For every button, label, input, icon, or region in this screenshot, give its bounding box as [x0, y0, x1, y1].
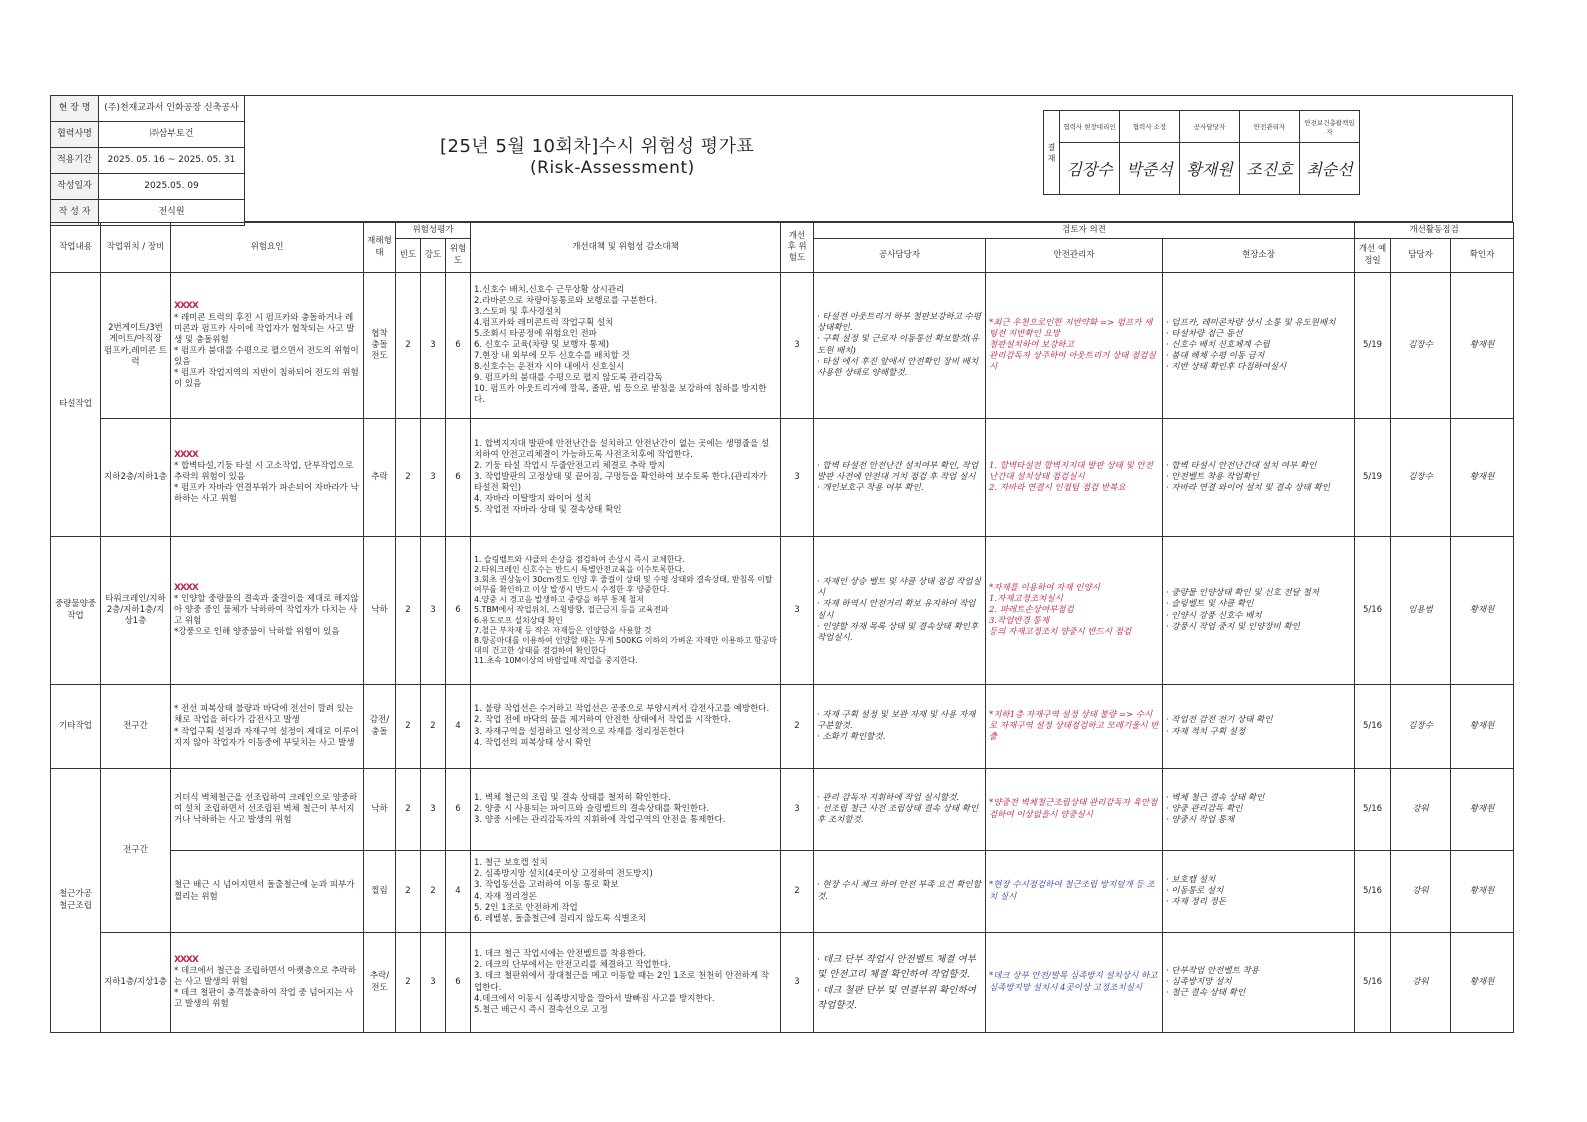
measures-cell: 1. 합벽지지대 발판에 안전난간을 설치하고 안전난간이 없는 곳에는 생명줄을 설치하여 안전고리체결이 가능하도록 사전조치후에 작업한다. 2. 기둥 타설 작업시 두줄안전고리 체결로 추락 방지 3. 작업발판의 고정상태 및 끝어짐, 구멍등을 확인하여 보수토록 한다.(관리자가 타설전 확인) 4. 자바라 이탈방지 와이어 설치 5. 작업전 자바라 상태 및 결속상태 확인 [471, 419, 781, 537]
hazard-text: * 합벽타설,기둥 타설 시 고소작업, 단부작업으로 추락의 위험이 있음 * 펌프카 자바라 연결부위가 파손되어 자바라가 낙하하는 사고 위험 [174, 461, 359, 505]
site-comment-cell: · 작업전 감전 전기 상태 확인 · 자재 적치 구획 설정 [1163, 685, 1355, 769]
col-severity: 강도 [421, 239, 446, 273]
col-reviewer-pm: 공사담당자 [814, 239, 986, 273]
location-cell: 전구간 [101, 769, 171, 933]
severity-cell: 3 [421, 933, 446, 1033]
site-value: (주)천재교과서 인화공장 신축공사 [99, 96, 245, 122]
col-reviewer-site: 현장소장 [1163, 239, 1355, 273]
measures-cell: 1. 철근 보호캡 설치 2. 심족방지망 설치(4곳이상 고정하여 전도방지) 3. 작업동선을 고려하여 이동 통로 확보 4. 자재 정리정돈 5. 2인 1조로 안전하게 작업 6. 레벨봉, 돌출철근에 걸리지 않도록 식별조치 [471, 851, 781, 933]
table-row [51, 933, 1514, 1033]
check-mark: XXXX [174, 954, 198, 965]
hazard-cell [171, 273, 364, 419]
owner-signature: 김장수 [1391, 419, 1451, 537]
work-cell: 기타작업 [51, 685, 101, 769]
owner-signature: 강워 [1391, 933, 1451, 1033]
freq-cell: 2 [396, 851, 421, 933]
disaster-cell: 추락/전도 [364, 933, 396, 1033]
safety-comment-cell: 1. 합벽타설전 합벽지지대 발판 상태 및 안전난간대 설치상태 점검실시 2. 자바라 연결시 인접팀 점검 반복요 [986, 419, 1163, 537]
safety-comment-cell: *지하1층 자재구역 설정 상태 불량 => 수시로 자재구역 설정 상태점검하고 모레기울시 반출 [986, 685, 1163, 769]
measures-cell: 1. 슬링벨트와 샤클의 손상을 점검하여 손상시 즉시 교체한다. 2.타워크레인 신호수는 반드시 특별안전교육을 이수토록한다. 3.회초 권상높이 30cm정도 인양 후 줄걸이 상태 및 수평 상태와 결속상태, 받침목 이탈여부를 확인하고 이상 발생시 반드시 수정한 후 양중한다. 4.양중 시 경고음 발생하고 중량을 하부 통제 철저 5.TBM에서 작업위치, 스윙방향, 접근금지 등을 교육전파 6.유도로프 설치상태 확인 7.철근 부자재 등 작은 자재들은 인양함을 사용할 것 8.항공마대를 이용하여 인양할 때는 무게 500KG 이하의 가벼운 자재만 이용하고 항공마대의 건고한 상태를 점검하여 확인한다 11.초속 10M이상의 바람일때 작업을 중지한다. [471, 537, 781, 685]
page-title: [25년 5월 10회차]수시 위험성 평가표 [440, 136, 755, 157]
approval-signature: 박준석 [1120, 143, 1180, 195]
measures-cell: 1. 데크 철근 작업시에는 안전벨트를 착용한다. 2. 데크의 단부에서는 안전고리를 체결하고 작업한다. 3. 데크 철판위에서 장대철근을 메고 이동할 때는 2인 1조로 천천히 안전하게 작업한다. 4.데크에서 이동시 심족방지망을 깔아서 발빠짐 사고를 방지한다. 5.철근 배근시 즉시 결속선으로 고정 [471, 933, 781, 1033]
contractor-label: 협력사명 [51, 122, 99, 148]
col-freq: 빈도 [396, 239, 421, 273]
col-work: 작업내용 [51, 223, 101, 273]
hazard-cell [171, 933, 364, 1033]
approval-signature: 조진호 [1240, 143, 1300, 195]
owner-signature: 김장수 [1391, 273, 1451, 419]
measures-cell: 1.신호수 배치,신호수 근무상황 상시관리 2.라바콘으로 차량이동통로와 보행로를 구분한다. 3.스토퍼 및 후사경설치 4.펌프카와 레미콘트럭 작업구획 설치 5.조회시 타공정에 위험요인 전파 6. 신호수 교육(차량 및 보행자 통제) 7.현장 내 외부에 모두 신호수를 배치할 것 8.신호수는 운전자 시야 내에서 신호실시 9. 펌프카의 붐대를 수평으로 펼지 않도록 관리감독 10. 펌프카 아웃트리거에 깔목, 졸판, 빔 등으로 받침을 보강하여 침하를 방지한다. [471, 273, 781, 419]
after-risk-cell: 2 [781, 685, 814, 769]
approval-signature: 최순선 [1300, 143, 1360, 195]
col-location: 작업위치 / 장비 [101, 223, 171, 273]
col-review: 검토자 의견 [814, 223, 1355, 239]
after-risk-cell: 3 [781, 769, 814, 851]
measures-cell: 1. 불량 작업선은 수거하고 작업선은 공중으로 부양시켜서 감전사고를 예방한다. 2. 작업 전에 바닥의 물을 제거하여 안전한 상태에서 작업을 시작한다. 3. 자재구역을 설정하고 일상적으로 자재를 정리정돈한다 4. 작업선의 피복상태 상시 확인 [471, 685, 781, 769]
col-disaster: 재해형태 [364, 223, 396, 273]
work-cell: 철근가공 철근조립 [51, 769, 101, 1033]
hazard-cell [171, 537, 364, 685]
pm-comment-cell: · 자재 구획 설정 및 보관 자재 및 사용 자재 구분할것. · 소화기 확인할것. [814, 685, 986, 769]
safety-comment-cell: *양중전 벽체철근조립상태 관리감독자 육안점검하여 이상없을시 양중실시 [986, 769, 1163, 851]
work-cell: 타설작업 [51, 273, 101, 537]
site-comment-cell: · 단부작업 안전벨트 착용 · 심족방지망 설치 · 철근 결속 상태 확인 [1163, 933, 1355, 1033]
hazard-cell: 거더식 벽체철근을 선조립하여 크레인으로 양중하여 설치 조립하면서 선조립된 벽체 철근이 부서지거나 낙하하는 사고 발생의 위험 [171, 769, 364, 851]
location-cell: 전구간 [101, 685, 171, 769]
pm-comment-cell: · 데크 단부 작업시 안전벨트 체결 여부 및 안전고리 체결 확인하여 작업할것. · 데크 철판 단부 및 연결부위 확인하여 작업할것. [814, 933, 986, 1033]
col-hazard: 위험요인 [171, 223, 364, 273]
disaster-cell: 협착 충돌 전도 [364, 273, 396, 419]
author-value: 전식원 [99, 200, 245, 226]
table-row [51, 419, 1514, 537]
risk-cell: 4 [446, 851, 471, 933]
after-risk-cell: 3 [781, 537, 814, 685]
approval-role: 협력사 소장 [1120, 111, 1180, 143]
page-subtitle: (Risk-Assessment) [530, 158, 695, 178]
col-after: 개선 후 위험도 [781, 223, 814, 273]
table-row [51, 685, 1514, 769]
col-owner: 담당자 [1391, 239, 1451, 273]
due-date-cell: 5/16 [1355, 769, 1391, 851]
approval-side-label: 결 재 [1044, 111, 1060, 195]
freq-cell: 2 [396, 273, 421, 419]
pm-comment-cell: · 현장 수시 체크 하여 안전 부족 요건 확인할것. [814, 851, 986, 933]
safety-comment-cell: *데크 상부 안전/발목 심족방지 설치상시 하고 심족방지망 설치시 4곳이상 고정조치실시 [986, 933, 1163, 1033]
confirm-signature: 황재원 [1451, 851, 1514, 933]
due-date-cell: 5/16 [1355, 851, 1391, 933]
disaster-cell: 낙하 [364, 537, 396, 685]
safety-comment-cell: *현장 수시점검하여 철근조립 방지덮개 등 조치 실시 [986, 851, 1163, 933]
author-label: 작 성 자 [51, 200, 99, 226]
due-date-cell: 5/19 [1355, 273, 1391, 419]
location-cell: 2번게이트/3번 게이트/아직장 펌프카,레미콘 트럭 [101, 273, 171, 419]
risk-cell: 6 [446, 419, 471, 537]
confirm-signature: 황재원 [1451, 537, 1514, 685]
location-cell: 타워크레인/지하2층/지하1층/지상1층 [101, 537, 171, 685]
risk-cell: 6 [446, 273, 471, 419]
severity-cell: 3 [421, 273, 446, 419]
confirm-signature: 황재원 [1451, 769, 1514, 851]
approval-role: 협력사 현장대리인 [1060, 111, 1120, 143]
risk-cell: 6 [446, 769, 471, 851]
pm-comment-cell: · 관리 감독자 지휘하에 작업 실시할것. · 선조립 철근 사전 조립상태 결속 상태 확인후 조치할것. [814, 769, 986, 851]
header-info-table [50, 95, 245, 226]
disaster-cell: 추락 [364, 419, 396, 537]
hazard-cell: * 전선 피복상태 불량과 바닥에 전선이 깔려 있는 채로 작업을 하다가 감전사고 발생 * 작업구획 설정과 자재구역 설정이 제대로 이루어지지 않아 작업자가 이동중에 부딪치는 사고 발생 [171, 685, 364, 769]
site-comment-cell: · 중량물 인양상태 확인 및 신호 전달 철저 · 슬링벨트 및 샤클 확인 · 인양시 강풍 신호수 배치 · 강풍시 작업 중지 및 인양장비 확인 [1163, 537, 1355, 685]
due-date-cell: 5/16 [1355, 537, 1391, 685]
safety-comment-cell: *최근 우천으로인한 지반약화 => 펌프카 세팅전 지반확인 요망 철판설치하여 보강하고 관리감독자 상주하여 아웃트리거 상태 점검실시 [986, 273, 1163, 419]
freq-cell: 2 [396, 933, 421, 1033]
col-reviewer-safety: 안전관리자 [986, 239, 1163, 273]
site-comment-cell: · 보호캡 설치 · 이동통로 설치 · 자재 정리 정돈 [1163, 851, 1355, 933]
freq-cell: 2 [396, 537, 421, 685]
approval-signature: 황재원 [1180, 143, 1240, 195]
confirm-signature: 황재원 [1451, 685, 1514, 769]
disaster-cell: 감전/충돌 [364, 685, 396, 769]
table-row [51, 273, 1514, 419]
period-value: 2025. 05. 16 ~ 2025. 05. 31 [99, 148, 245, 174]
site-comment-cell: · 벽체 철근 결속 상태 확인 · 양중 관리감독 확인 · 양중시 작업 통제 [1163, 769, 1355, 851]
severity-cell: 3 [421, 537, 446, 685]
pm-comment-cell: · 자재인 상승 벨트 및 샤클 상태 점검 작업실시 · 자재 하역시 안전거리 확보 유지하여 작업 실시 · 인양할 자재 목록 상태 및 결속상태 확인후 작업실시. [814, 537, 986, 685]
approval-box [1043, 110, 1360, 195]
col-risk-eval: 위험성평가 [396, 223, 471, 239]
risk-cell: 6 [446, 537, 471, 685]
hazard-cell [171, 419, 364, 537]
severity-cell: 3 [421, 419, 446, 537]
work-cell: 중량물양중작업 [51, 537, 101, 685]
col-check: 개선활동점검 [1355, 223, 1514, 239]
col-measures: 개선대책 및 위험성 감소대책 [471, 223, 781, 273]
owner-signature: 강워 [1391, 769, 1451, 851]
location-cell: 지하2층/지하1층 [101, 419, 171, 537]
confirm-signature: 황재원 [1451, 419, 1514, 537]
site-comment-cell: · 합벽 타설시 안전난간대 설치 여부 확인 · 안전벨트 착용 작업확인 · 자바라 연결 와이어 설치 및 결속 상태 확인 [1163, 419, 1355, 537]
approval-role: 안전보건총괄책임자 [1300, 111, 1360, 143]
owner-signature: 강워 [1391, 851, 1451, 933]
severity-cell: 2 [421, 685, 446, 769]
severity-cell: 2 [421, 851, 446, 933]
approval-role: 공사담당자 [1180, 111, 1240, 143]
header-row-contractor [51, 122, 245, 148]
safety-comment-cell: *자재를 이용하여 자재 인양시 1.자재고정조치실시 2. 파레트손상여부점검 3.작업반경 통제 등의 자재고정조치 양중시 반드시 점검 [986, 537, 1163, 685]
date-label: 작성일자 [51, 174, 99, 200]
location-cell: 지하1층/지상1층 [101, 933, 171, 1033]
hazard-text: * 인양할 중량물의 결속과 줄걸이을 제대로 해지않아 양중 중인 물체가 낙하하여 작업자가 다치는 사고 위험 *강풍으로 인해 양중물이 낙하할 위험이 있음 [174, 594, 359, 638]
freq-cell: 2 [396, 769, 421, 851]
risk-cell: 4 [446, 685, 471, 769]
col-risk: 위험도 [446, 239, 471, 273]
col-confirm: 확인자 [1451, 239, 1514, 273]
due-date-cell: 5/16 [1355, 933, 1391, 1033]
due-date-cell: 5/16 [1355, 685, 1391, 769]
pm-comment-cell: · 합벽 타설전 안전난간 설치여부 확인, 작업 발판 사전에 안전대 거치 점검 후 작업 실시 · 개인보호구 착용 여부 확인. [814, 419, 986, 537]
hazard-cell: 철근 배근 시 넘어지면서 돌출철근에 눈과 피부가 찔리는 위험 [171, 851, 364, 933]
table-row [51, 537, 1514, 685]
header-row-site [51, 96, 245, 122]
date-value: 2025.05. 09 [99, 174, 245, 200]
disaster-cell: 찔림 [364, 851, 396, 933]
col-date: 개선 예정일 [1355, 239, 1391, 273]
header-row-period [51, 148, 245, 174]
approval-role: 안전관리자 [1240, 111, 1300, 143]
confirm-signature: 황재원 [1451, 933, 1514, 1033]
header-row-date [51, 174, 245, 200]
owner-signature: 김장수 [1391, 685, 1451, 769]
due-date-cell: 5/19 [1355, 419, 1391, 537]
hazard-text: * 데크에서 철근을 조립하면서 아랫층으로 추락하는 사고 발생의 위험 * 데크 철판이 충격불충하여 작업 중 넘어지는 사고 발생의 위험 [174, 966, 356, 1010]
check-mark: XXXX [174, 449, 198, 460]
period-label: 적용기간 [51, 148, 99, 174]
severity-cell: 3 [421, 769, 446, 851]
measures-cell: 1. 벽체 철근의 조립 및 결속 상태를 철저히 확인한다. 2. 양중 시 사용되는 파이프와 슬링벨트의 결속상태를 확인한다. 3. 양중 시에는 관리감독자의 지휘하에 작업구역의 안전을 통제한다. [471, 769, 781, 851]
site-comment-cell: · 덤프카, 레미콘차량 상시 소통 및 유도원배치 · 타설차량 접근 동선 · 신호수 배치 신호체계 수립 · 붐대 해체 수평 이동 금지 · 지반 상태 확인후 다짐하여실시 [1163, 273, 1355, 419]
confirm-signature: 황재원 [1451, 273, 1514, 419]
site-label: 현 장 명 [51, 96, 99, 122]
freq-cell: 2 [396, 685, 421, 769]
contractor-value: ㈜삼부토건 [99, 122, 245, 148]
owner-signature: 임용범 [1391, 537, 1451, 685]
disaster-cell: 낙하 [364, 769, 396, 851]
check-mark: XXXX [174, 582, 198, 593]
table-row [51, 769, 1514, 851]
after-risk-cell: 3 [781, 273, 814, 419]
risk-assessment-table [50, 222, 1514, 1033]
after-risk-cell: 3 [781, 933, 814, 1033]
check-mark: XXXX [174, 300, 198, 311]
pm-comment-cell: · 타설전 아웃트리거 하부 철판보강하고 수평상태확인. · 구획 설정 및 근로자 이동통선 확보할것(유도원 배치) · 타설 에서 후진 앞에서 안전확인 장비 배치 사용한 상태로 양해할것. [814, 273, 986, 419]
risk-cell: 6 [446, 933, 471, 1033]
freq-cell: 2 [396, 419, 421, 537]
after-risk-cell: 3 [781, 419, 814, 537]
hazard-text: * 레미콘 트럭의 후진 시 펌프카와 충돌하거나 레미콘과 펌프카 사이에 작업자가 협착되는 사고 발생 및 충돌위험 * 펌프카 붐대를 수평으로 펼으면서 전도의 위험이 있음 * 펌프카 작업지역의 지반이 침하되어 전도의 위험이 있음 [174, 312, 359, 389]
approval-signature: 김장수 [1060, 143, 1120, 195]
after-risk-cell: 2 [781, 851, 814, 933]
table-row [51, 851, 1514, 933]
